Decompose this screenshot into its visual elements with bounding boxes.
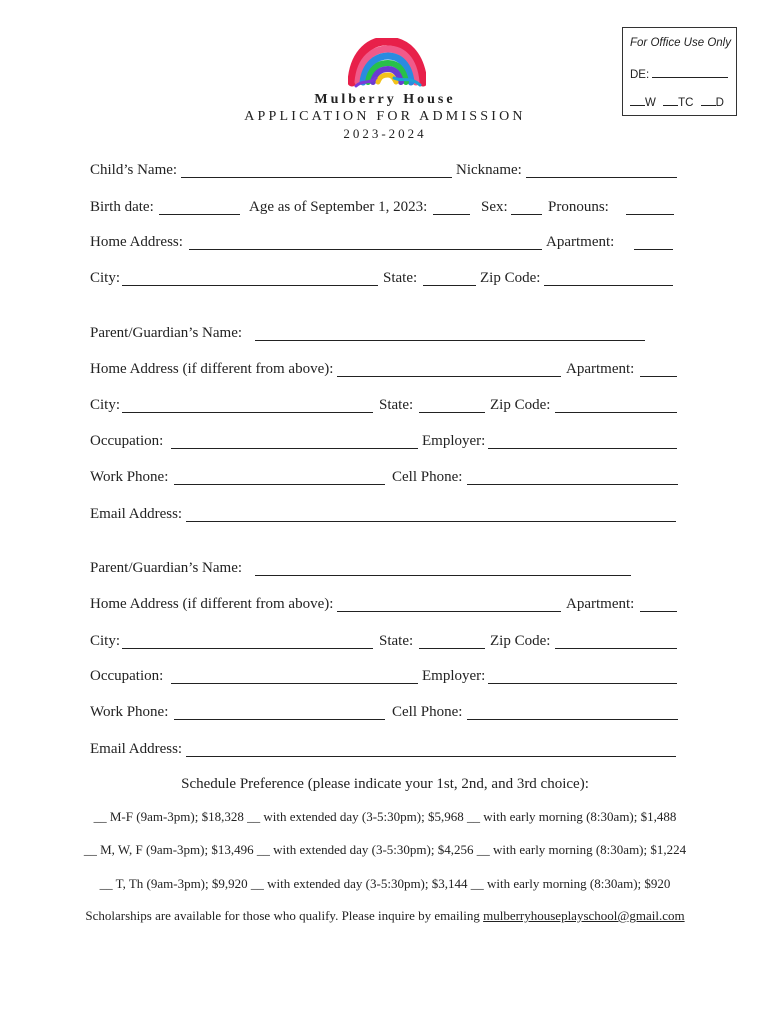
guardian2-employer-field[interactable]: [488, 683, 677, 684]
school-year: 2023-2024: [343, 126, 427, 141]
child-name-field[interactable]: [181, 177, 452, 178]
child-name-row: [0, 162, 770, 182]
birth-date-field[interactable]: [159, 214, 240, 215]
guardian1-zip-field[interactable]: [555, 412, 677, 413]
guardian1-name-label: Parent/Guardian’s Name:: [90, 325, 243, 341]
guardian1-state-label: State:: [379, 397, 414, 413]
guardian1-email-row: [0, 506, 770, 526]
guardian1-city-field[interactable]: [122, 412, 373, 413]
state-field[interactable]: [423, 285, 476, 286]
guardian2-name-label: Parent/Guardian’s Name:: [90, 560, 243, 576]
guardian1-city-label: City:: [90, 397, 121, 413]
guardian2-city-field[interactable]: [122, 648, 373, 649]
guardian1-address-field[interactable]: [337, 376, 561, 377]
nickname-field[interactable]: [526, 177, 677, 178]
apartment-label: Apartment:: [546, 234, 615, 250]
guardian2-apartment-label: Apartment:: [566, 596, 635, 612]
office-de-blank[interactable]: [652, 67, 728, 78]
guardian2-name-row: [0, 560, 770, 580]
guardian1-occupation-label: Occupation:: [90, 433, 164, 449]
rainbow-logo-icon: [348, 38, 426, 90]
child-city-row: [0, 270, 770, 290]
guardian1-email-field[interactable]: [186, 521, 676, 522]
state-label: State:: [383, 270, 418, 286]
office-de-label: DE:: [630, 69, 650, 81]
guardian2-city-row: [0, 633, 770, 653]
scholarship-text: Scholarships are available for those who qualify. Please inquire by emailing: [85, 908, 484, 923]
guardian2-state-label: State:: [379, 633, 414, 649]
schedule-option[interactable]: __ M-F (9am-3pm); $18,328 __ with extended day (3-5:30pm); $5,968 __ with early morning (8:30am); $1,488: [93, 809, 677, 824]
home-address-label: Home Address:: [90, 234, 183, 250]
guardian2-zip-label: Zip Code:: [490, 633, 551, 649]
birth-date-label: Birth date:: [90, 199, 154, 215]
guardian2-cell-phone-field[interactable]: [467, 719, 678, 720]
home-address-field[interactable]: [189, 249, 542, 250]
guardian2-city-label: City:: [90, 633, 121, 649]
form-title: APPLICATION FOR ADMISSION: [244, 109, 526, 124]
office-use-title: For Office Use Only: [630, 37, 731, 49]
guardian1-work-phone-field[interactable]: [174, 484, 385, 485]
guardian2-occupation-row: [0, 668, 770, 688]
guardian2-address-label: Home Address (if different from above):: [90, 596, 334, 612]
child-birth-row: [0, 199, 770, 219]
guardian1-city-row: [0, 397, 770, 417]
schedule-heading: Schedule Preference (please indicate your 1st, 2nd, and 3rd choice):: [181, 776, 589, 792]
guardian1-address-label: Home Address (if different from above):: [90, 361, 334, 377]
guardian2-cell-phone-label: Cell Phone:: [392, 704, 463, 720]
guardian2-apartment-field[interactable]: [640, 611, 677, 612]
guardian1-cell-phone-field[interactable]: [467, 484, 678, 485]
office-d-label: D: [715, 97, 724, 109]
office-de-field: [630, 67, 728, 81]
guardian2-phone-row: [0, 704, 770, 724]
child-address-row: [0, 234, 770, 254]
guardian1-address-row: [0, 361, 770, 381]
guardian1-zip-label: Zip Code:: [490, 397, 551, 413]
child-name-label: Child’s Name:: [90, 162, 178, 178]
city-field[interactable]: [122, 285, 378, 286]
nickname-label: Nickname:: [456, 162, 522, 178]
guardian1-cell-phone-label: Cell Phone:: [392, 469, 463, 485]
guardian1-apartment-label: Apartment:: [566, 361, 635, 377]
apartment-field[interactable]: [634, 249, 673, 250]
guardian1-name-row: [0, 325, 770, 345]
guardian2-name-field[interactable]: [255, 575, 631, 576]
guardian2-state-field[interactable]: [419, 648, 485, 649]
guardian1-email-label: Email Address:: [90, 506, 183, 522]
guardian1-employer-label: Employer:: [422, 433, 486, 449]
sex-label: Sex:: [481, 199, 508, 215]
schedule-option[interactable]: __ T, Th (9am-3pm); $9,920 __ with extended day (3-5:30pm); $3,144 __ with early morning (8:30am); $920: [99, 876, 671, 891]
guardian1-state-field[interactable]: [419, 412, 485, 413]
zip-label: Zip Code:: [480, 270, 541, 286]
guardian2-occupation-label: Occupation:: [90, 668, 164, 684]
office-tc-label: TC: [678, 97, 694, 109]
guardian1-name-field[interactable]: [255, 340, 645, 341]
guardian1-work-phone-label: Work Phone:: [90, 469, 169, 485]
pronouns-label: Pronouns:: [548, 199, 609, 215]
pronouns-field[interactable]: [626, 214, 674, 215]
office-w-label: W: [645, 97, 656, 109]
org-name: Mulberry House: [314, 92, 456, 107]
guardian1-apartment-field[interactable]: [640, 376, 677, 377]
guardian2-address-row: [0, 596, 770, 616]
guardian2-work-phone-label: Work Phone:: [90, 704, 169, 720]
guardian2-employer-label: Employer:: [422, 668, 486, 684]
guardian2-email-label: Email Address:: [90, 741, 183, 757]
guardian1-employer-field[interactable]: [488, 448, 677, 449]
guardian2-address-field[interactable]: [337, 611, 561, 612]
guardian2-work-phone-field[interactable]: [174, 719, 385, 720]
age-field[interactable]: [433, 214, 470, 215]
zip-field[interactable]: [544, 285, 673, 286]
sex-field[interactable]: [511, 214, 542, 215]
city-label: City:: [90, 270, 121, 286]
guardian2-occupation-field[interactable]: [171, 683, 418, 684]
schedule-option[interactable]: __ M, W, F (9am-3pm); $13,496 __ with extended day (3-5:30pm); $4,256 __ with early morning (8:30am); $1,224: [83, 842, 687, 857]
guardian1-occupation-row: [0, 433, 770, 453]
guardian1-phone-row: [0, 469, 770, 489]
guardian2-zip-field[interactable]: [555, 648, 677, 649]
age-label: Age as of September 1, 2023:: [249, 199, 428, 215]
scholarship-note: [0, 908, 770, 924]
guardian1-occupation-field[interactable]: [171, 448, 418, 449]
scholarship-email-link[interactable]: mulberryhouseplayschool@gmail.com: [483, 908, 685, 923]
guardian2-email-row: [0, 741, 770, 761]
guardian2-email-field[interactable]: [186, 756, 676, 757]
